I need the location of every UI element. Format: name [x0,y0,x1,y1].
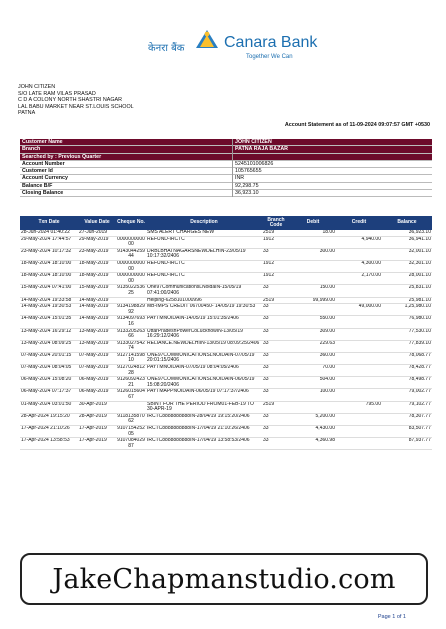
address-line: S/O LATE RAM VILAS PRASAD [18,90,96,97]
branch-code: 33 [262,426,290,438]
debit-amount: 150.00 [290,285,336,297]
transaction-row [20,236,432,248]
txn-date: 28-Jun-2024 01:40:22 [20,230,78,236]
branch-code: 2519 [262,401,290,413]
bank-tagline: Together We Can [246,54,293,60]
info-value [233,153,433,160]
credit-amount: 4,300.00 [336,260,382,272]
description: IRCTC8888888888IN-17/04/19 13:58:53/2406 [146,438,262,450]
balance-amount: 28,001.10 [382,273,432,285]
value-date: 30-Apr-2019 [78,401,116,413]
address-line: PATNA [18,110,36,117]
credit-amount: 795.00 [336,401,382,413]
description: PAYTMAPPNOIDAIN-06/05/19 07:17:37/2406 [146,389,262,401]
balance-amount: 32,001.10 [382,248,432,260]
credit-amount [336,285,382,297]
branch-code: 2519 [262,297,290,304]
txn-date: 07-May-2024 20:01:15 [20,352,78,364]
info-value: 36,923.10 [235,190,259,197]
col-header: Credit [336,216,382,230]
debit-amount: 360.00 [290,352,336,364]
watermark-text: JakeChapmanstudio.com [52,563,396,595]
branch-code: 33 [262,413,290,425]
txn-date: 23-May-2024 10:17:32 [20,248,78,260]
credit-amount [336,365,382,377]
debit-amount: 550.00 [290,316,336,328]
cheque-no: 913419882992 [117,303,145,315]
debit-amount [290,236,336,248]
debit-amount [290,273,336,285]
info-value: JOHN CITIZEN [233,139,433,146]
cheque-no: 000000000000 [117,260,145,272]
balance-amount: 78,307.77 [382,413,432,425]
cheque-no: 000000000000 [117,272,145,284]
info-row [20,168,432,175]
cheque-no: 914304425944 [117,248,145,260]
value-date: 18-May-2019 [78,260,116,272]
page-number: Page 1 of 1 [377,614,406,620]
info-label: Customer Id [20,168,233,175]
balance-amount: 36,923.10 [382,230,432,236]
info-label: Searched by : Previous Quarter [20,153,233,160]
branch-code: 33 [262,285,290,297]
balance-amount: 77,530.10 [382,328,432,340]
branch-code: 1912 [262,236,290,248]
transaction-row [20,285,432,297]
description: IRCTC8888888888IN-28/04/19 19:15:20/2406 [146,413,262,425]
credit-amount [336,413,382,425]
value-date: 14-May-2019 [78,316,116,328]
info-label: Closing Balance [20,190,233,197]
txn-date: 17-Apr-2024 13:58:53 [20,438,78,450]
description: IRCTC8888888888IN-17/04/19 21:10:26/2406 [146,426,262,438]
txn-date: 14-May-2024 15:01:35 [20,316,78,328]
debit-amount: 5,200.00 [290,413,336,425]
branch-code: 33 [262,438,290,450]
bank-logo [148,26,318,70]
col-header: Cheque No. [116,216,146,230]
credit-amount: 2,170.00 [336,273,382,285]
value-date: 15-May-2019 [78,285,116,297]
branch-code: 33 [262,304,290,316]
txn-date: 01-May-2024 03:01:50 [20,401,78,413]
description: ONE97COMMUNICATIONSLNOIDAIN-07/05/19 20:01:15/2406 [146,352,262,364]
balance-amount: 77,839.10 [382,340,432,352]
debit-amount: 300.00 [290,248,336,260]
balance-amount: 78,428.77 [382,365,432,377]
transactions-table [20,216,432,450]
description: RELIANCE.NEWDELHIIN-13/05/19 08:09:25/2406 [146,340,262,352]
cheque-no: 913302754274 [117,340,145,352]
transaction-row [20,352,432,364]
debit-amount: 4,360.98 [290,438,336,450]
debit-amount: 4,430.00 [290,426,336,438]
txn-date: 28-Apr-2024 19:15:20 [20,413,78,425]
txn-date: 17-Apr-2024 21:10:26 [20,426,78,438]
debit-amount: 99,999.00 [290,297,336,304]
account-info-table [20,139,432,197]
transaction-row [20,304,432,316]
customer-address [18,84,134,117]
cheque-no: 912702481228 [117,364,145,376]
description: REFUND-IRCTC [146,236,262,248]
branch-code: 33 [262,365,290,377]
transaction-row [20,438,432,450]
value-date: 28-Apr-2019 [78,413,116,425]
transaction-row [20,316,432,328]
cheque-no: 913502253625 [117,284,145,296]
info-label: Balance B/F [20,182,233,189]
info-value: 92,298.75 [235,182,259,189]
col-header: Txn Date [20,216,78,230]
credit-amount [336,426,382,438]
branch-code: 33 [262,377,290,389]
transaction-row [20,377,432,389]
debit-amount: 229.63 [290,340,336,352]
col-header: Description [146,216,262,230]
balance-amount: 32,301.10 [382,260,432,272]
canara-bank-logo-icon [194,28,220,52]
credit-amount: 4,940.00 [336,236,382,248]
value-date: 29-May-2019 [78,236,116,248]
description: SMS ALERT CHARGES NEW [146,230,262,236]
credit-amount: 49,000.00 [336,304,382,316]
transaction-row [20,401,432,413]
transaction-row [20,328,432,340]
info-label: Customer Name [20,139,233,146]
col-header: Debit [290,216,336,230]
cheque-no [116,297,146,304]
cheque-no: 912601560467 [117,388,145,401]
info-label: Account Number [20,160,233,167]
cheque-no: 911813587062 [117,413,145,425]
value-date: 14-May-2019 [78,304,116,316]
balance-amount: 25,981.10 [382,297,432,304]
txn-date: 29-May-2024 17:44:57 [20,236,78,248]
debit-amount: 18.00 [290,230,336,236]
txn-date: 13-May-2024 08:09:25 [20,340,78,352]
info-label: Account Currency [20,175,233,182]
cheque-no: 910715425205 [117,425,145,437]
bank-name: Canara Bank [224,34,318,51]
description: PAYTMNOIDAIN-14/05/19 15:01:35/2406 [146,316,262,328]
balance-amount: 78,498.77 [382,377,432,389]
txn-date: 18-May-2024 18:10:00 [20,260,78,272]
credit-amount [336,328,382,340]
description: UttarPradeshPowerCoLucknowIN-13/05/19 16:29:12/2406 [146,328,262,340]
address-line: JOHN CITIZEN [18,84,56,90]
txn-date: 15-May-2024 07:41:00 [20,285,78,297]
credit-amount [336,248,382,260]
transaction-row [20,248,432,260]
transaction-row [20,389,432,401]
value-date: 14-May-2019 [78,297,116,304]
credit-amount [336,389,382,401]
balance-amount: 76,980.10 [382,316,432,328]
address-line: LAL BABU MARKET NEAR ST.LOUIS SCHOOL [18,103,134,110]
value-date: 07-May-2019 [78,365,116,377]
info-row [20,175,432,182]
description: DRBLBHATNAGARSNEWDELHIN-23/05/19 10:17:32/2406 [146,248,262,260]
description: ONE97COMMUNICATIONSLNOIDAIN-06/05/19 15:08:20/2406 [146,377,262,389]
info-label: Branch [20,146,233,153]
branch-code: 33 [262,328,290,340]
cheque-no: 912714159810 [117,352,145,364]
balance-amount: 1,25,980.10 [382,304,432,316]
cheque-no: 912609242321 [117,376,145,388]
transactions-header-row [20,216,432,230]
value-date: 06-May-2019 [78,377,116,389]
info-row [20,153,432,160]
info-row [20,160,432,167]
branch-code: 33 [262,316,290,328]
balance-amount: 79,102.77 [382,401,432,413]
cheque-no: 913409769316 [117,315,145,327]
branch-code: 33 [262,340,290,352]
balance-amount: 87,937.77 [382,438,432,450]
value-date: 13-May-2019 [78,340,116,352]
credit-amount [336,316,382,328]
value-date: 18-May-2019 [78,273,116,285]
value-date: 17-Apr-2019 [78,426,116,438]
cheque-no [116,401,146,413]
col-header: Branch Code [262,216,290,230]
transaction-row [20,340,432,352]
txn-date: 13-May-2024 16:29:12 [20,328,78,340]
debit-amount: 100.00 [290,389,336,401]
debit-amount: 70.00 [290,365,336,377]
description: MB-IMPS CREDIT 06700450- 14/05/19 19:30:53 [146,304,262,316]
credit-amount [336,352,382,364]
statement-as-of: Account Statement as of 11-09-2024 09:07:57 GMT +0530 [284,122,430,128]
branch-code: 33 [262,248,290,260]
value-date: 23-May-2019 [78,248,116,260]
balance-amount: 25,831.10 [382,285,432,297]
bank-hindi-name: केनरा बैंक [148,43,185,54]
col-header: Value Date [78,216,116,230]
info-value: 5245101006826 [235,160,274,167]
debit-amount [290,260,336,272]
debit-amount: 504.00 [290,377,336,389]
value-date: 17-Apr-2019 [78,438,116,450]
branch-code: 33 [262,389,290,401]
value-date: 07-May-2019 [78,352,116,364]
info-row [20,139,432,146]
info-row [20,182,432,189]
value-date: 13-May-2019 [78,328,116,340]
credit-amount [336,340,382,352]
value-date: 06-May-2019 [78,389,116,401]
txn-date: 06-May-2024 07:17:37 [20,389,78,401]
description: Helping-6258101000996 [146,297,262,304]
branch-code: 1912 [262,273,290,285]
credit-amount [336,377,382,389]
address-line: C D A COLONY NORTH SHASTRI NAGAR [18,97,123,104]
txn-date: 07-May-2024 08:04:05 [20,365,78,377]
transaction-row [20,273,432,285]
watermark-banner [20,553,428,605]
info-value: PATNA RAJA BAZAR [233,146,433,153]
branch-code: 33 [262,352,290,364]
debit-amount: 309.00 [290,328,336,340]
description: PAYTMNOIDAIN-07/05/19 08:04:05/2406 [146,365,262,377]
value-date: 27-Jun-2019 [78,230,116,236]
debit-amount [290,401,336,413]
balance-amount: 79,002.77 [382,389,432,401]
transaction-row [20,413,432,425]
col-header: Balance [382,216,432,230]
balance-amount: 36,941.10 [382,236,432,248]
transaction-row [20,260,432,272]
cheque-no: 000000000000 [117,236,145,248]
info-row [20,190,432,197]
description: REFUND-IRCTC [146,273,262,285]
credit-amount [336,297,382,304]
transaction-row [20,365,432,377]
debit-amount [290,304,336,316]
info-value: INR [235,175,245,182]
transaction-row [20,297,432,304]
info-row [20,146,432,153]
txn-date: 06-May-2024 15:08:20 [20,377,78,389]
info-value: 105765655 [235,168,262,175]
description: One97CommunicationsLNoidaIN-15/05/19 07:41:00/2406 [146,285,262,297]
credit-amount [336,438,382,450]
txn-date: 18-May-2024 18:10:00 [20,273,78,285]
branch-code: 2519 [262,230,290,236]
cheque-no: 913320526366 [117,328,145,340]
description: REFUND-IRCTC [146,260,262,272]
txn-date: 14-May-2024 19:30:53 [20,304,78,316]
cheque-no: 910708402987 [117,437,145,449]
balance-amount: 78,068.77 [382,352,432,364]
balance-amount: 83,507.77 [382,426,432,438]
txn-date: 14-May-2024 19:33:58 [20,297,78,304]
description: SBINT FOR THE PERIOD FROM01-FEB-19 TO 30-APR-19 [146,401,262,413]
transaction-row [20,426,432,438]
branch-code: 1912 [262,260,290,272]
